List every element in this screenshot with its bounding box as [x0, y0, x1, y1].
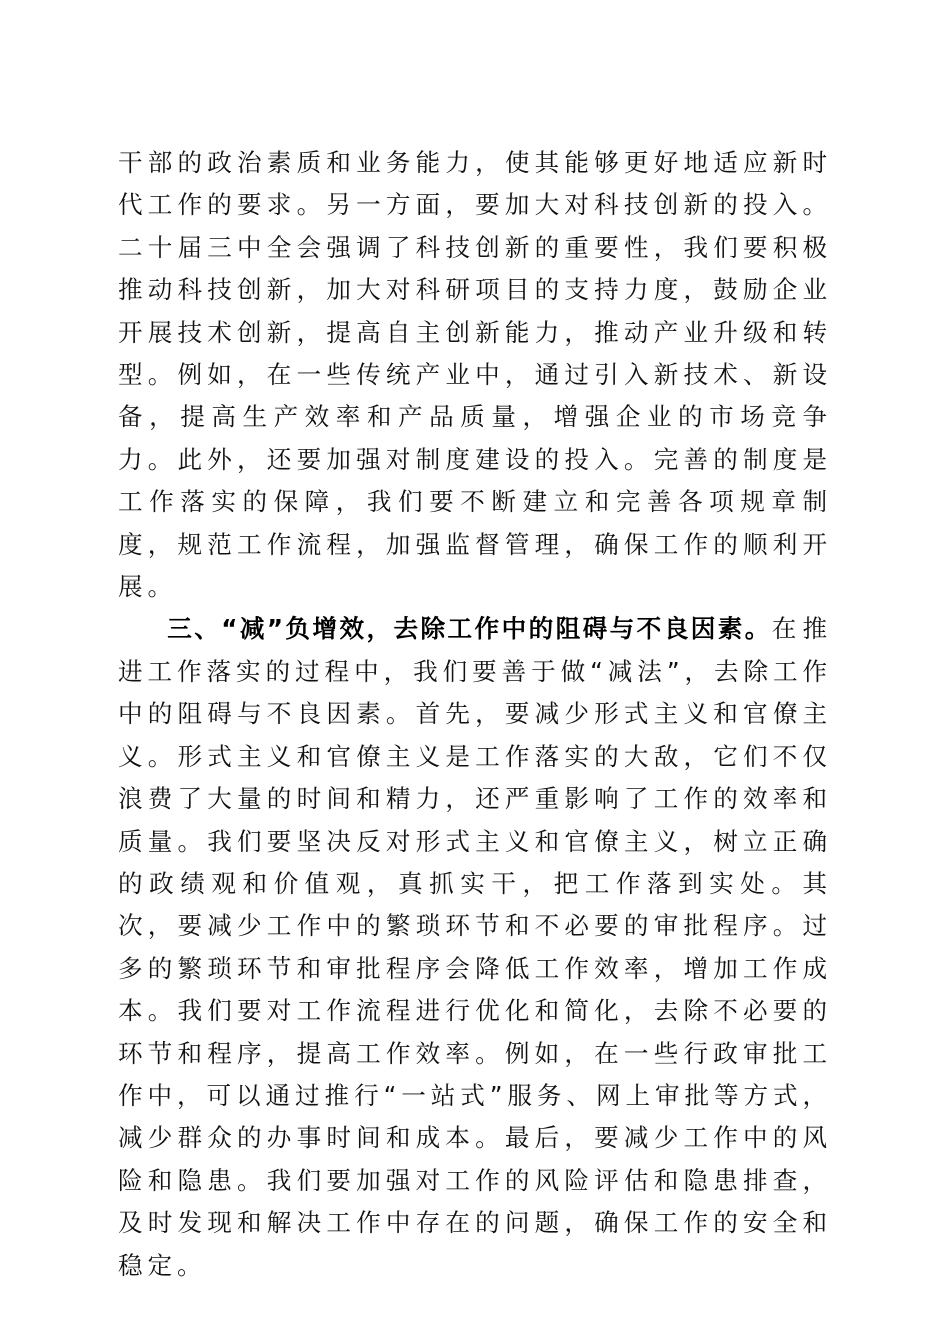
paragraph-continuation — [118, 142, 832, 608]
document-body — [118, 142, 832, 1287]
paragraph-section-three — [118, 608, 832, 1287]
paragraph-text: 干部的政治素质和业务能力，使其能够更好地适应新时代工作的要求。另一方面，要加大对科技创新的投入。二十届三中全会强调了科技创新的重要性，我们要积极推动科技创新，加大对科研项目的支持力度，鼓励企业开展技术创新，提高自主创新能力，推动产业升级和转型。例如，在一些传统产业中，通过引入新技术、新设备，提高生产效率和产品质量，增强企业的市场竞争力。此外，还要加强对制度建设的投入。完善的制度是工作落实的保障，我们要不断建立和完善各项规章制度，规范工作流程，加强监督管理，确保工作的顺利开展。 — [118, 148, 832, 602]
section-heading: 三、“减”负增效，去除工作中的阻碍与不良因素。 — [167, 614, 772, 644]
paragraph-text: 在推进工作落实的过程中，我们要善于做“减法”，去除工作中的阻碍与不良因素。首先，要减少形式主义和官僚主义。形式主义和官僚主义是工作落实的大敌，它们不仅浪费了大量的时间和精力，还严重影响了工作的效率和质量。我们要坚决反对形式主义和官僚主义，树立正确的政绩观和价值观，真抓实干，把工作落到实处。其次，要减少工作中的繁琐环节和不必要的审批程序。过多的繁琐环节和审批程序会降低工作效率，增加工作成本。我们要对工作流程进行优化和简化，去除不必要的环节和程序，提高工作效率。例如，在一些行政审批工作中，可以通过推行“一站式”服务、网上审批等方式，减少群众的办事时间和成本。最后，要减少工作中的风险和隐患。我们要加强对工作的风险评估和隐患排查，及时发现和解决工作中存在的问题，确保工作的安全和稳定。 — [118, 614, 832, 1280]
